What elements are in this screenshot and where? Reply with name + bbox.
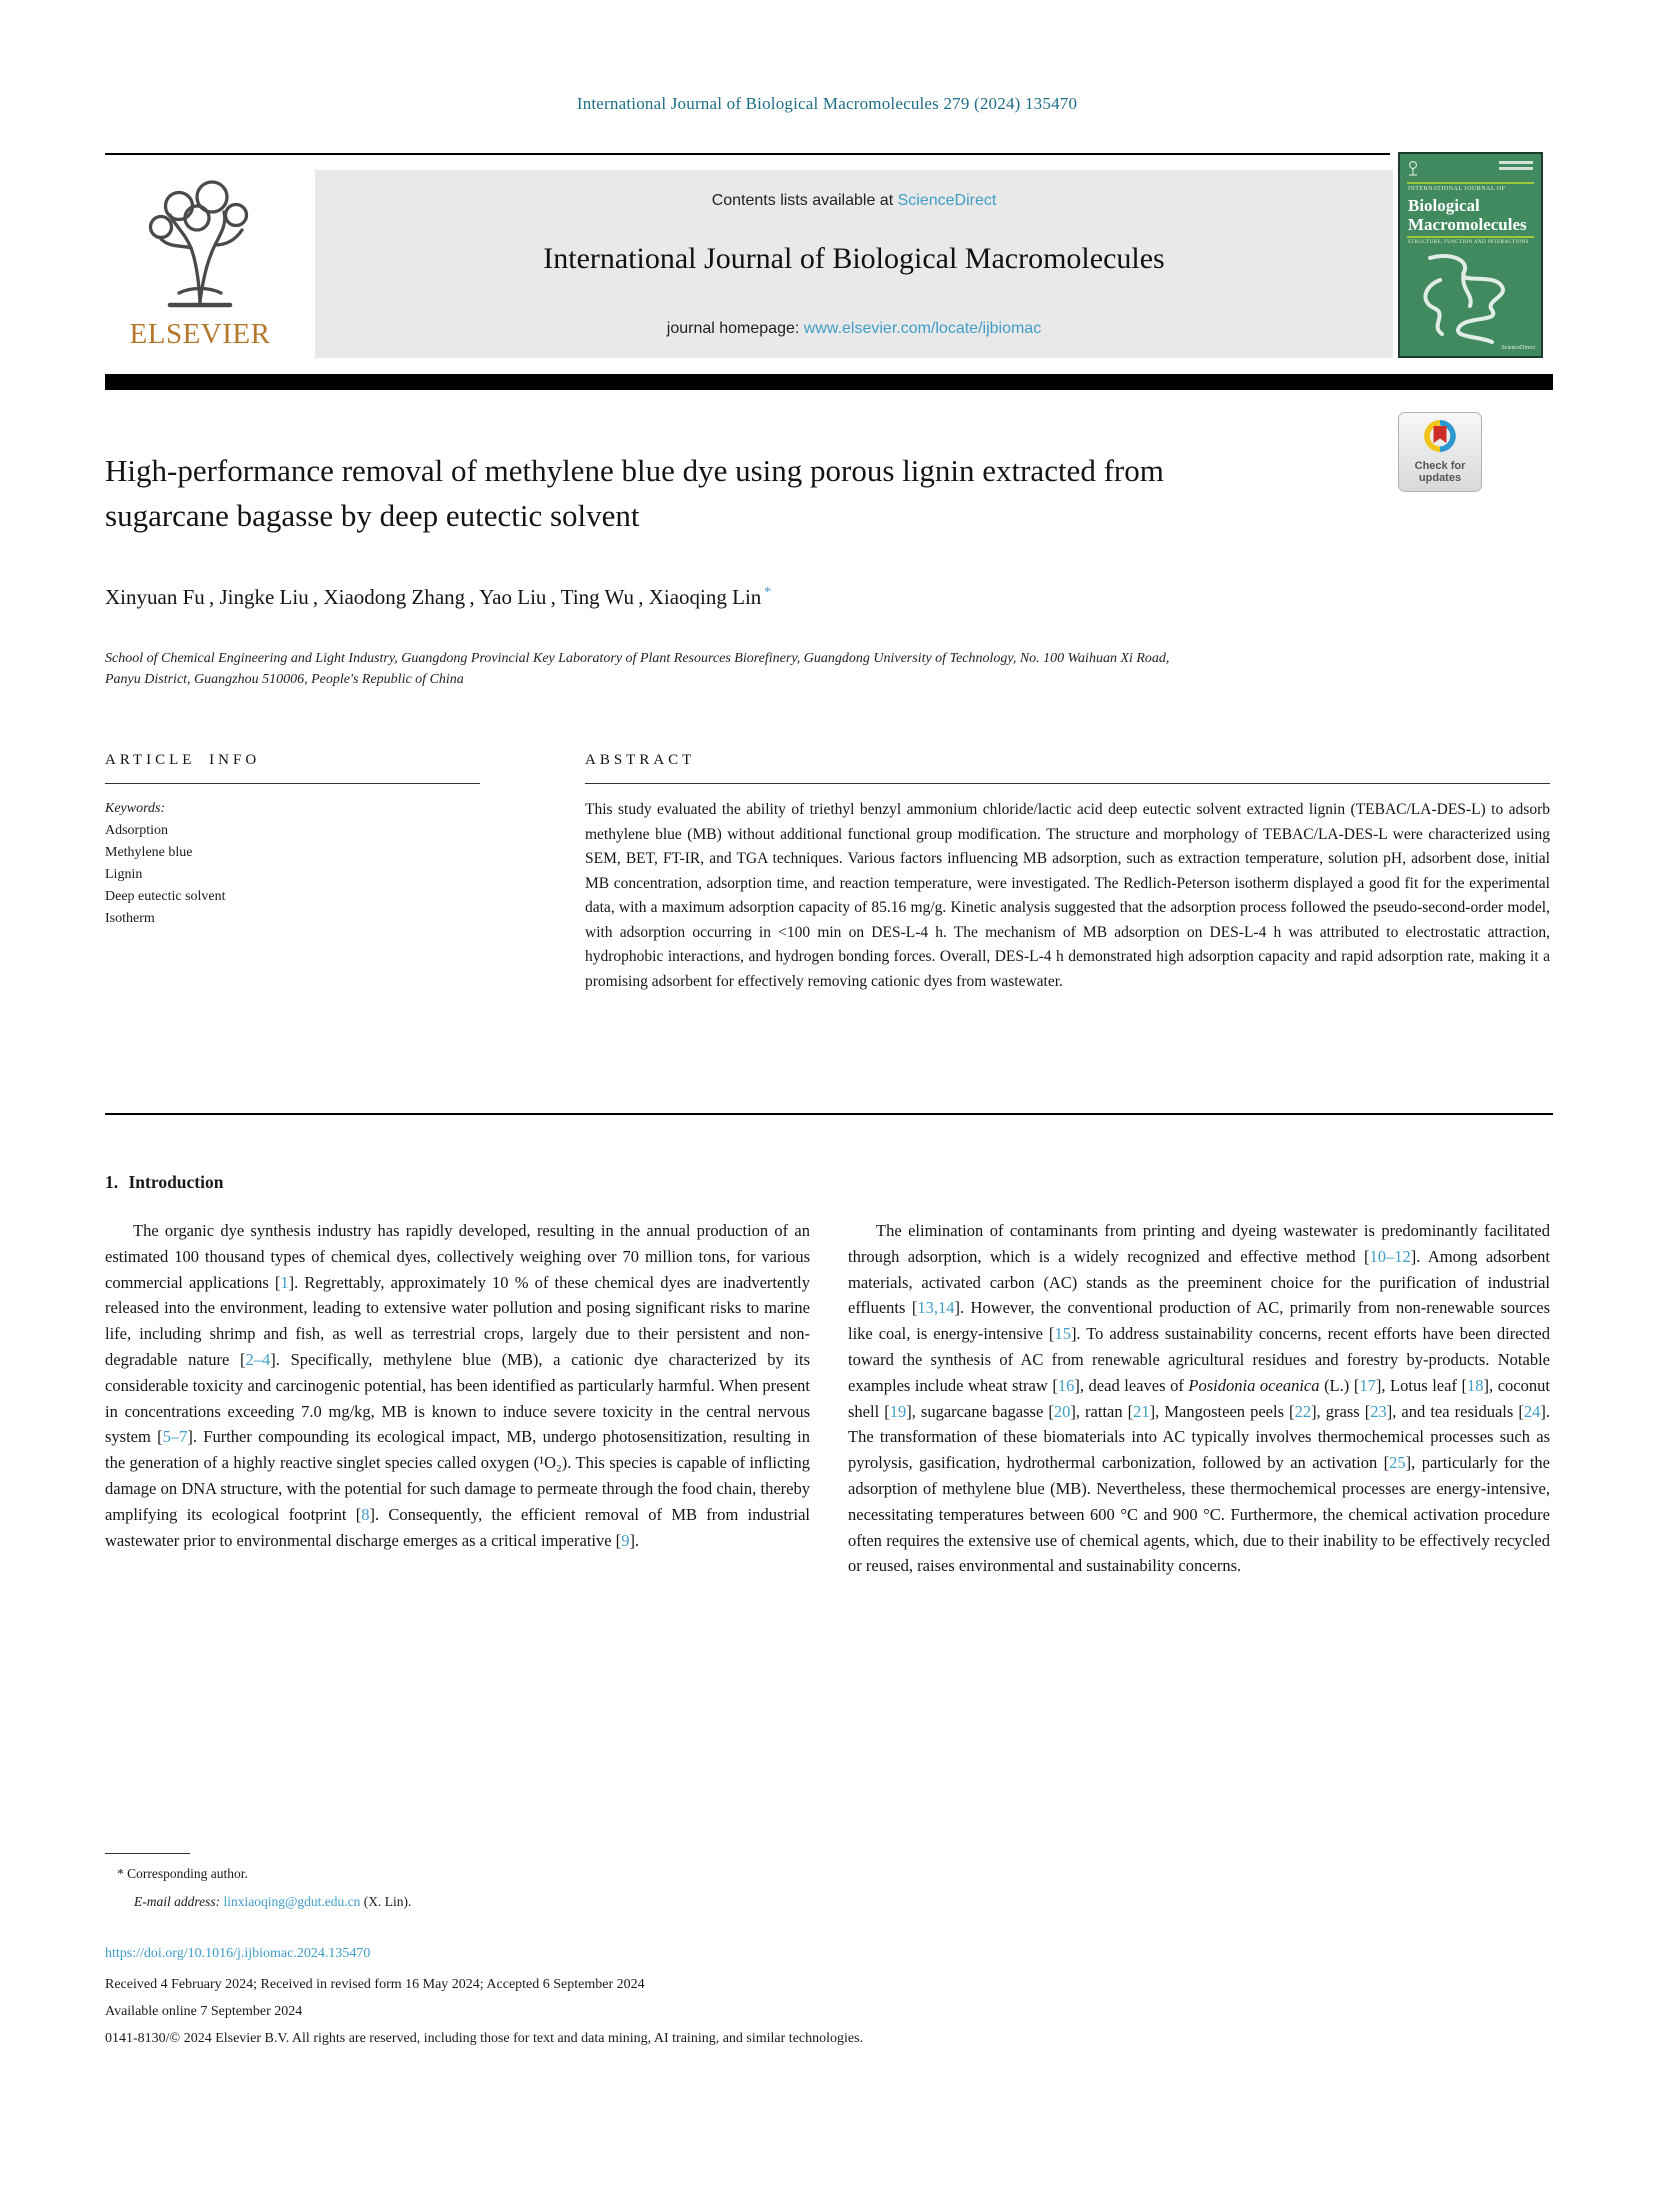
keywords-label: Keywords: [105, 801, 166, 816]
intro-right-paragraph: The elimination of contaminants from printing and dyeing wastewater is predominantly facilitated through adsorption, which is a widely recognized and effective method [10–12]. Among adsorbent materials, activated carbon (AC) stands as the preeminent choice for the purification of industrial effluents [13,14]. However, the conventional production of AC, primarily from non-renewable sources like coal, is energy-intensive [15]. To address sustainability concerns, recent efforts have been directed toward the synthesis of AC from renewable agricultural residues and forestry by-products. Notable examples include wheat straw [16], dead leaves of Posidonia oceanica (L.) [17], Lotus leaf [18], coconut shell [19], sugarcane bagasse [20], rattan [21], Mangosteen peels [22], grass [23], and tea residuals [24]. The transformation of these biomaterials into AC typically involves thermochemical processes such as pyrolysis, gasification, hydrothermal carbonization, followed by an activation [25], particularly for the adsorption of methylene blue (MB). Nevertheless, these thermochemical processes are energy-intensive, necessitating temperatures between 600 °C and 900 °C. Furthermore, the chemical activation procedure often requires the extensive use of chemical agents, which, due to their inability to be effectively recycled or reused, raises environmental and sustainability concerns. [848, 1221, 1550, 1576]
header-top-rule [105, 153, 1390, 155]
intro-left-paragraph: The organic dye synthesis industry has rapidly developed, resulting in the annual production of an estimated 100 thousand types of chemical dyes, collectively weighing over 70 million tons, for various commercial applications [1]. Regrettably, approximately 10 % of these chemical dyes are inadvertently released into the environment, leading to extensive water pollution and posing significant risks to marine life, including shrimp and fish, as well as terrestrial crops, largely due to their persistent and non-degradable nature [2–4]. Specifically, methylene blue (MB), a cationic dye characterized by its considerable toxicity and carcinogenic potential, has been identified as particularly harmful. When present in concentrations exceeding 7.0 mg/kg, MB is known to induce severe toxicity in the central nervous system [5–7]. Further compounding its ecological impact, MB, undergo photosensitization, resulting in the generation of a highly reactive singlet species called oxygen (¹O₂). This species is capable of inflicting damage on DNA structure, with the potential for such damage to permeate through the food chain, thereby amplifying its ecological footprint [8]. Consequently, the efficient removal of MB from industrial wastewater prior to environmental discharge emerges as a critical imperative [9]. [105, 1221, 811, 1550]
corresponding-author-note: * Corresponding author. [117, 1866, 248, 1881]
journal-title: International Journal of Biological Macromolecules [543, 242, 1165, 275]
keyword-list [105, 820, 480, 930]
cover-issn-lines [1499, 161, 1533, 173]
contents-line: Contents lists available at ScienceDirect [711, 192, 997, 209]
author-list: Xinyuan Fu , Jingke Liu , Xiaodong Zhang , Yao Liu , Ting Wu , Xiaoqing Lin * [105, 585, 772, 609]
cover-sciencedirect-label: ScienceDirect [1501, 345, 1535, 351]
cover-rule-mid [1407, 236, 1534, 238]
keyword-item: Deep eutectic solvent [105, 889, 226, 904]
cover-journal-of: INTERNATIONAL JOURNAL OF [1408, 186, 1506, 192]
elsevier-logo[interactable] [100, 170, 300, 358]
homepage-line: journal homepage: www.elsevier.com/locate/ijbiomac [666, 320, 1042, 337]
article-info-rule [105, 783, 480, 784]
sciencedirect-link[interactable]: ScienceDirect [897, 192, 997, 209]
keyword-item: Lignin [105, 867, 143, 882]
abstract-heading: ABSTRACT [585, 752, 696, 768]
abstract-rule [585, 783, 1550, 784]
keyword-item: Adsorption [105, 823, 168, 838]
intro-left-column [105, 1218, 810, 1553]
keyword-item: Isotherm [105, 911, 155, 926]
cover-elsevier-mark-icon [1407, 160, 1419, 176]
author-name: Xinyuan Fu [105, 585, 205, 609]
masthead-bottom-bar [105, 374, 1553, 390]
cover-molecule-squiggle-icon [1400, 250, 1541, 355]
abstract-column [585, 752, 1550, 994]
footnote-rule [105, 1853, 190, 1854]
cover-subtitle: STRUCTURE, FUNCTION AND INTERACTIONS [1408, 240, 1529, 245]
footnote-asterisk: * [117, 1866, 124, 1881]
journal-homepage-link[interactable]: www.elsevier.com/locate/ijbiomac [803, 320, 1042, 337]
elsevier-wordmark: ELSEVIER [129, 318, 271, 350]
running-head-citation: International Journal of Biological Macromolecules 279 (2024) 135470 [576, 94, 1078, 113]
keyword-item: Methylene blue [105, 845, 193, 860]
author-name: Xiaodong Zhang [323, 585, 466, 609]
cover-rule-top [1407, 182, 1534, 184]
email-link[interactable]: linxiaoqing@gdut.edu.cn [223, 1894, 361, 1909]
author-name: Xiaoqing Lin [648, 585, 762, 609]
section-heading-introduction: 1. Introduction [105, 1172, 224, 1192]
abstract-bottom-rule [105, 1113, 1553, 1115]
copyright-line: 0141-8130/© 2024 Elsevier B.V. All rights are reserved, including those for text and data mining, AI training, and similar technologies. [105, 2031, 864, 2046]
intro-right-column [848, 1218, 1550, 1579]
badge-label: Check for updates [1414, 460, 1466, 484]
cover-title: Biological Macromolecules [1408, 196, 1527, 234]
crossmark-icon [1422, 418, 1458, 454]
article-info-column [105, 752, 480, 930]
author-name: Yao Liu [479, 585, 547, 609]
abstract-text: This study evaluated the ability of triethyl benzyl ammonium chloride/lactic acid deep eutectic solvent extracted lignin (TEBAC/LA-DES-L) to adsorb methylene blue (MB) without additional functional group modification. The structure and morphology of TEBAC/LA-DES-L were characterized using SEM, BET, FT-IR, and TGA techniques. Various factors influencing MB adsorption, such as extraction temperature, solution pH, adsorbent dose, initial MB concentration, adsorption time, and reaction temperature, were investigated. The Redlich-Peterson isotherm displayed a good fit for the experimental data, with a maximum adsorption capacity of 85.16 mg/g. Kinetic analysis suggested that the adsorption process followed the pseudo-second-order model, with adsorption occurring in <100 min on DES-L-4 h. The mechanism of MB adsorption on DES-L-4 h was attributed to electrostatic attraction, hydrophobic interactions, and hydrogen bonding forces. Overall, DES-L-4 h demonstrated high adsorption capacity and rapid adsorption rate, making it a promising adsorbent for effectively removing cationic dyes from wastewater. [585, 801, 1550, 990]
elsevier-tree-icon [125, 170, 275, 320]
affiliation: School of Chemical Engineering and Light Industry, Guangdong Provincial Key Laboratory of Plant Resources Biorefinery, Guangdong University of Technology, No. 100 Waihuan Xi Road, Panyu District, Guangzhou 510006, People's Republic of China [105, 651, 1170, 687]
doi-link[interactable]: https://doi.org/10.1016/j.ijbiomac.2024.135470 [105, 1946, 371, 1961]
email-line: E-mail address: linxiaoqing@gdut.edu.cn (X. Lin). [134, 1894, 412, 1909]
author-name: Jingke Liu [219, 585, 309, 609]
email-label: E-mail address: [134, 1894, 221, 1909]
journal-cover-thumbnail[interactable] [1398, 152, 1543, 358]
corresponding-author-asterisk[interactable]: * [761, 585, 772, 600]
article-info-heading: ARTICLE INFO [105, 752, 261, 768]
check-updates-badge[interactable] [1398, 412, 1482, 492]
article-title: High-performance removal of methylene blue dye using porous lignin extracted from sugarcane bagasse by deep eutectic solvent [105, 453, 1164, 533]
author-name: Ting Wu [560, 585, 635, 609]
received-dates: Received 4 February 2024; Received in revised form 16 May 2024; Accepted 6 September 2024 [105, 1977, 645, 1992]
available-online: Available online 7 September 2024 [105, 2004, 303, 2019]
masthead-center [315, 170, 1393, 358]
